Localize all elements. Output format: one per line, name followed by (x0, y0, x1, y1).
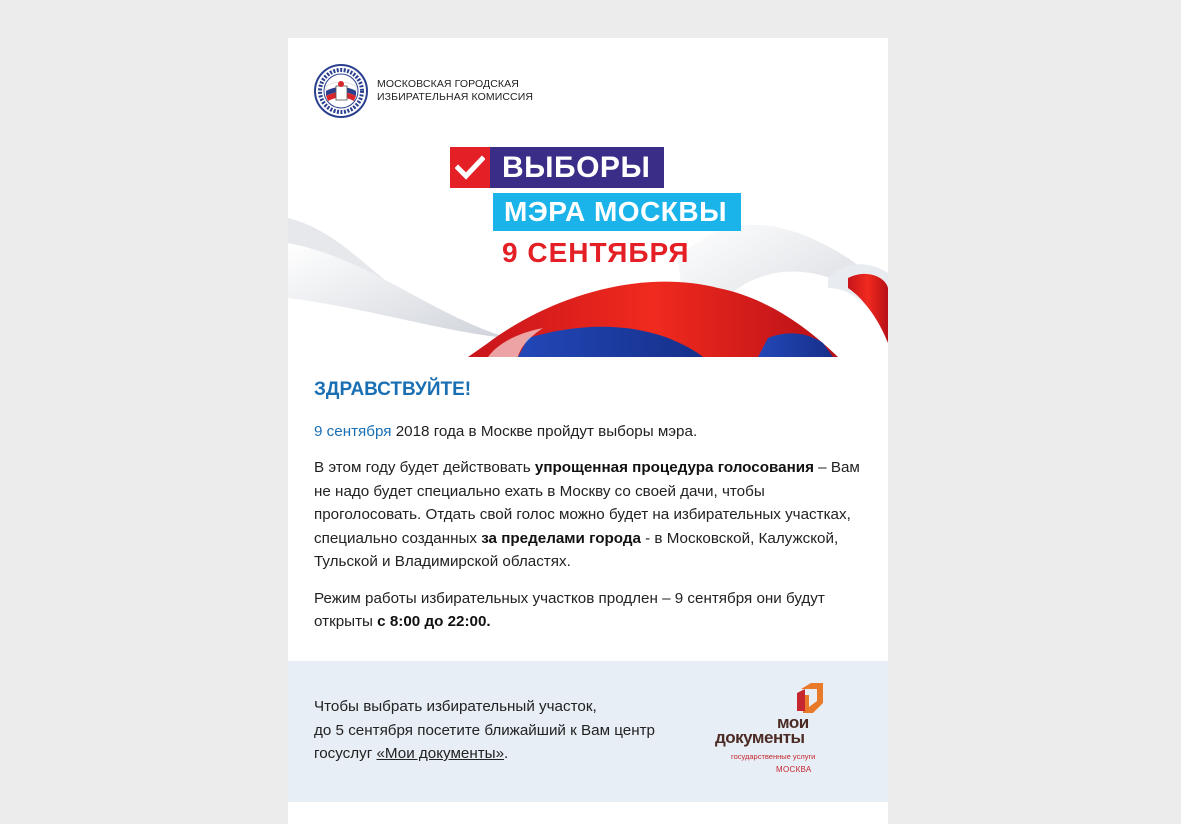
moi-dokumenty-mark-icon (795, 681, 825, 715)
panel-line3-text: госуслуг (314, 745, 377, 762)
panel-line2: до 5 сентября посетите ближайший к Вам центр (314, 721, 656, 739)
panel-line3-end: . (504, 745, 509, 762)
org-name (377, 78, 533, 104)
paragraph-text: - в Московской, Калужской, Тульской и Владимирской областях. (314, 529, 839, 570)
logo-word-dokumenty: документы (715, 728, 805, 747)
logo-word-moi: мои (777, 713, 809, 732)
banner-title-line1: ВЫБОРЫ (490, 147, 664, 188)
election-date-link[interactable]: 9 сентября (314, 422, 392, 440)
org-name-line1: МОСКОВСКАЯ ГОРОДСКАЯ (377, 78, 519, 90)
logo-subtitle: государственные услуги (731, 752, 816, 761)
banner-title-line2: МЭРА МОСКВЫ (493, 193, 741, 231)
paragraph-hours (314, 587, 866, 634)
election-banner (288, 138, 888, 357)
paragraph-election-date (314, 420, 866, 444)
paragraph-text: Режим работы избирательных участков продлен – 9 сентября они будут открыты (314, 589, 825, 630)
moi-dokumenty-logo-icon (715, 681, 827, 781)
paragraph-procedure (314, 456, 866, 574)
header-logo (314, 64, 533, 118)
info-panel (288, 661, 888, 802)
checkmark-icon (450, 147, 490, 188)
greeting-heading: ЗДРАВСТВУЙТЕ! (314, 379, 472, 400)
paragraph-text: 2018 года в Москве пройдут выборы мэра. (391, 422, 698, 440)
panel-text (314, 695, 694, 766)
bold-outside-city: за пределами города (481, 529, 641, 547)
panel-line3 (314, 742, 694, 766)
email-body (314, 378, 866, 647)
moi-dokumenty-link[interactable]: «Мои документы» (376, 745, 505, 762)
email-card (288, 38, 888, 824)
banner-date: 9 СЕНТЯБРЯ (502, 237, 690, 268)
bold-hours: с 8:00 до 22:00. (377, 613, 491, 630)
logo-city: МОСКВА (776, 765, 812, 774)
election-commission-seal-icon (314, 64, 368, 118)
bold-procedure: упрощенная процедура голосования (534, 459, 814, 476)
paragraph-text: – Вам не надо будет специально ехать в Москву со своей дачи, чтобы проголосовать. Отдать свой голос можно будет на избирательных участках, специально созданных (314, 459, 860, 547)
org-name-line2: ИЗБИРАТЕЛЬНАЯ КОМИССИЯ (377, 91, 534, 103)
panel-line1: Чтобы выбрать избирательный участок, (314, 698, 597, 715)
paragraph-text: В этом году будет действовать (314, 459, 535, 476)
